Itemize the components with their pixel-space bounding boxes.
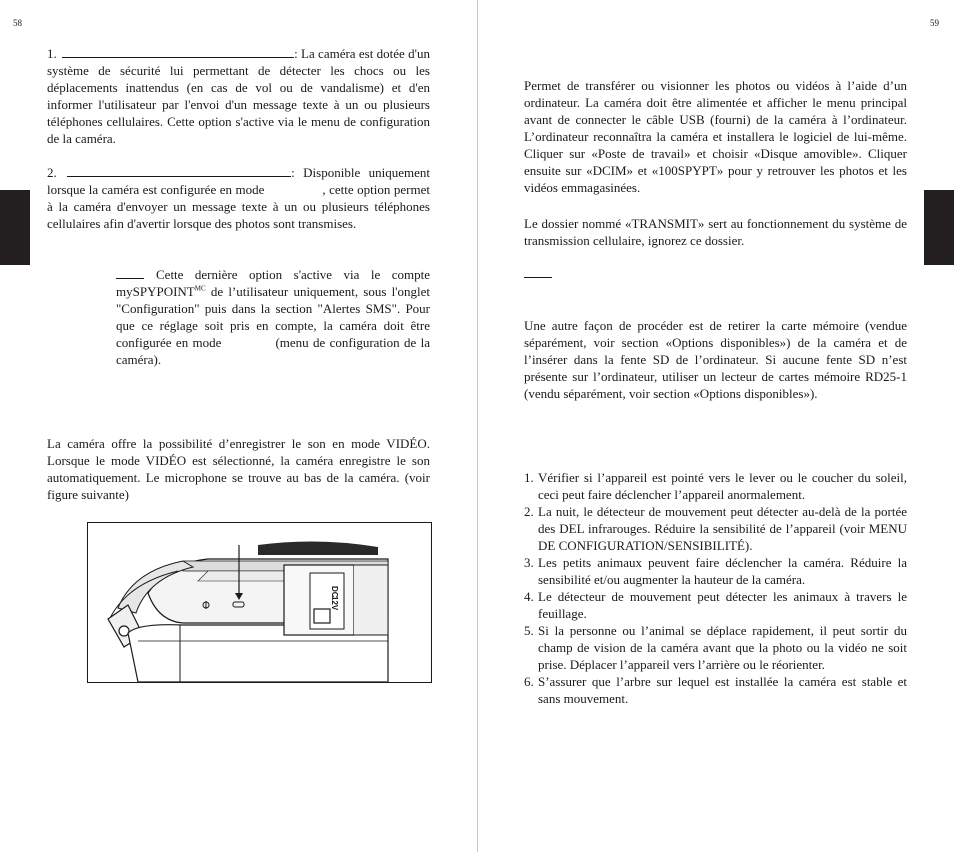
chapter-tab-right (924, 190, 954, 265)
note-label-blank-right (524, 277, 552, 278)
camera-microphone-figure (87, 522, 432, 683)
dc-label: DC (330, 586, 339, 598)
page-number-left: 58 (13, 18, 22, 28)
list-item: 4. Le détecteur de mouvement peut détecter les animaux à travers le feuillage. (524, 589, 907, 621)
item-1-title-blank (62, 46, 294, 58)
note-label-blank (116, 267, 144, 279)
list-item: 2. La nuit, le détecteur de mouvement peut détecter au-delà de la portée des DEL infrarouges. Réduire la sensibilité de l’appareil (voir MENU DE CONFIGURATION/SENSIBILITÉ). (524, 504, 907, 553)
page-gutter (477, 0, 478, 852)
list-item: 1. Vérifier si l’appareil est pointé vers le lever ou le coucher du soleil, ceci peut faire déclencher l’appareil anormalement. (524, 470, 907, 502)
page-number-right: 59 (930, 18, 939, 28)
list-item: 3. Les petits animaux peuvent faire déclencher la caméra. Réduire la sensibilité et/ou augmenter la hauteur de la caméra. (524, 555, 907, 587)
list-item: 6. S’assurer que l’arbre sur lequel est installée la caméra est stable et sans mouvement. (524, 674, 907, 706)
item-2-paragraph: 2. : Disponible uniquement lorsque la caméra est configurée en mode , cette option permet à la caméra d'envoyer un message texte à un ou plusieurs téléphones cellulaires afin d'avertir lorsque des photos sont transmises. (47, 165, 430, 231)
troubleshooting-list (524, 469, 907, 707)
chapter-tab-left (0, 190, 30, 265)
item-2-title-blank (67, 165, 291, 177)
note-paragraph: Cette dernière option s'active via le compte mySPYPOINT$^{MC}$ de l’utilisateur uniquement, sous l'onglet "Configuration" puis dans la section "Alertes SMS". Pour que ce réglage soit pris en compte, la caméra doit être configurée en mode (menu de configuration de la caméra). (116, 267, 431, 367)
volt-label: 12V (330, 596, 339, 611)
transmit-paragraph: Le dossier nommé «TRANSMIT» sert au fonctionnement du système de transmission cellulaire, ignorez ce dossier. (524, 216, 907, 248)
usb-paragraph: Permet de transférer ou visionner les photos ou vidéos à l’aide d’un ordinateur. La caméra doit être alimentée et afficher le menu principal avant de connecter le câble USB (fourni) de la caméra à l’ordinateur. L’ordinateur reconnaîtra la caméra et installera le logiciel de lui-même. Cliquer sur «Poste de travail» et choisir «Disque amovible». Cliquer ensuite sur «DCIM» et «100SPYPT» pour y retrouver les photos et les vidéos emmagasinées. (524, 78, 907, 195)
list-item: 5. Si la personne ou l’animal se déplace rapidement, il peut sortir du champ de vision de la caméra avant que la photo ou la vidéo ne soit prise. Déplacer l’appareil vers l’arrière ou le réorienter. (524, 623, 907, 672)
sound-paragraph: La caméra offre la possibilité d’enregistrer le son en mode VIDÉO. Lorsque le mode VIDÉO est sélectionné, la caméra enregistre le son automatiquement. Le microphone se trouve au bas de la caméra. (voir figure suivante) (47, 436, 430, 502)
item-1-paragraph: 1. : La caméra est dotée d'un système de sécurité lui permettant de détecter les chocs ou les déplacements inattendus (en cas de vol ou de vandalisme) et d'en informer l'utilisateur par l'envoi d'un message texte à un ou plusieurs téléphones cellulaires. Cette option s'active via le menu de configuration de la caméra. (47, 46, 430, 146)
camera-illustration (88, 523, 431, 682)
sd-card-paragraph: Une autre façon de procéder est de retirer la carte mémoire (vendue séparément, voir section «Options disponibles») de la caméra et de l’insérer dans la fente SD de l’ordinateur. Si aucune fente SD n’est présente sur l’ordinateur, utiliser un lecteur de cartes mémoire RD25-1 (vendu séparément, voir section «Options disponibles»). (524, 318, 907, 401)
